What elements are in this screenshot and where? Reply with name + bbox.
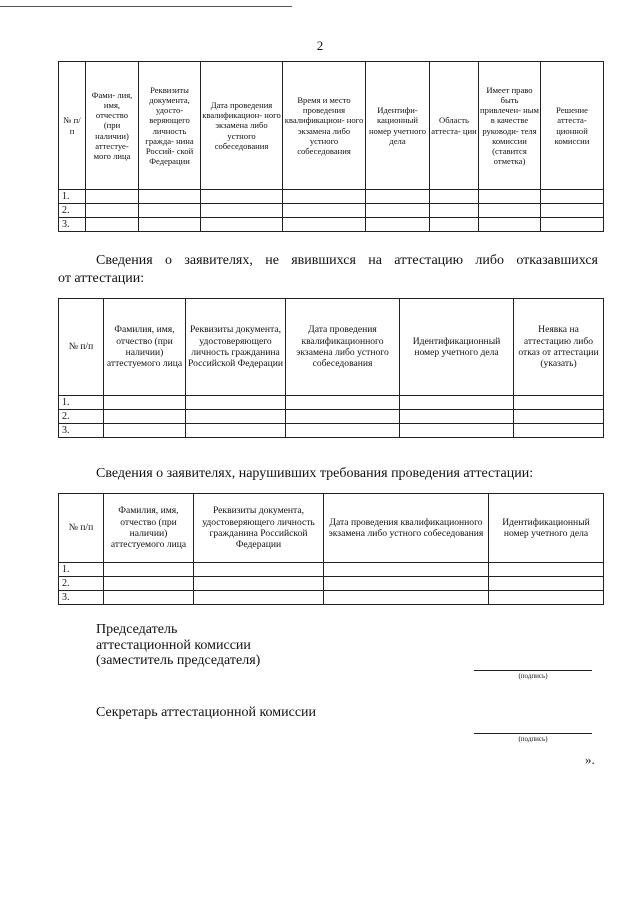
col-id-document: Реквизиты документа, удостоверяющего личность гражданина Российской Федерации bbox=[186, 299, 286, 396]
col-attestation-area: Область аттеста- ции bbox=[430, 62, 479, 190]
table-row bbox=[59, 591, 604, 605]
row-number: 3. bbox=[59, 591, 104, 605]
col-number: № п/п bbox=[59, 494, 104, 563]
row-number: 2. bbox=[59, 204, 86, 218]
col-case-id: Идентификационный номер учетного дела bbox=[489, 494, 604, 563]
section-violations-title: Сведения о заявителях, нарушивших требования проведения аттестации: bbox=[96, 466, 534, 481]
table-row bbox=[59, 577, 604, 591]
secretary-signature-caption: (подпись) bbox=[518, 735, 548, 743]
closing-quote-mark: ». bbox=[585, 752, 595, 767]
col-exam-date: Дата проведения квалификационного экзамена либо устного собеседования bbox=[286, 299, 400, 396]
chairman-signature-caption: (подпись) bbox=[518, 672, 548, 680]
col-number: № п/ п bbox=[59, 62, 86, 190]
table-row bbox=[59, 424, 604, 438]
table-row bbox=[59, 218, 604, 232]
violations-table bbox=[58, 493, 604, 605]
col-exam-date: Дата проведения квалификацион- ного экзамена либо устного собеседования bbox=[201, 62, 283, 190]
row-number: 1. bbox=[59, 190, 86, 204]
table-row bbox=[59, 563, 604, 577]
table-header-row bbox=[59, 299, 604, 396]
section-no-show-title-line1: Сведения о заявителях, не явившихся на аттестацию либо отказавшихся bbox=[96, 253, 598, 268]
col-commission-decision: Решение аттеста- ционной комиссии bbox=[541, 62, 604, 190]
col-full-name: Фамилия, имя, отчество (при наличии) аттестуемого лица bbox=[104, 494, 194, 563]
col-exam-time-place: Время и место проведения квалификацион- ного экзамена либо устного собеседования bbox=[283, 62, 366, 190]
table-row bbox=[59, 204, 604, 218]
row-number: 2. bbox=[59, 410, 104, 424]
col-full-name: Фами- лия, имя, отчество (при наличии) аттестуе- мого лица bbox=[86, 62, 139, 190]
table-row bbox=[59, 190, 604, 204]
chairman-title-line1: Председатель bbox=[96, 622, 178, 637]
table-row bbox=[59, 396, 604, 410]
col-id-document: Реквизиты документа, удосто- веряющего личность гражда- нина Россий- ской Федерации bbox=[139, 62, 201, 190]
attestation-results-table bbox=[58, 61, 604, 232]
no-show-table bbox=[58, 298, 604, 438]
row-number: 3. bbox=[59, 424, 104, 438]
table-header-row bbox=[59, 494, 604, 563]
col-id-document: Реквизиты документа, удостоверяющего личность гражданина Российской Федерации bbox=[194, 494, 324, 563]
chairman-signature-line[interactable] bbox=[474, 670, 592, 671]
col-number: № п/п bbox=[59, 299, 104, 396]
secretary-label: Секретарь аттестационной комиссии bbox=[96, 705, 317, 720]
table-row bbox=[59, 410, 604, 424]
chairman-block bbox=[96, 622, 260, 669]
secretary-signature-line[interactable] bbox=[474, 733, 592, 734]
row-number: 1. bbox=[59, 396, 104, 410]
page-number: 2 bbox=[316, 38, 324, 53]
col-no-show-reason: Неявка на аттестацию либо отказ от аттестации (указать) bbox=[514, 299, 604, 396]
table-header-row bbox=[59, 62, 604, 190]
col-full-name: Фамилия, имя, отчество (при наличии) аттестуемого лица bbox=[104, 299, 186, 396]
row-number: 2. bbox=[59, 577, 104, 591]
section-no-show-title bbox=[58, 252, 598, 288]
section-no-show-title-line2: от аттестации: bbox=[58, 271, 145, 287]
chairman-title-line3: (заместитель председателя) bbox=[96, 653, 261, 669]
row-number: 3. bbox=[59, 218, 86, 232]
chairman-title-line2: аттестационной комиссии bbox=[96, 637, 251, 653]
col-may-lead-commission: Имеет право быть привлечен- ным в качестве руководи- теля комиссии (ставится отметка) bbox=[479, 62, 541, 190]
top-rule bbox=[0, 6, 292, 7]
row-number: 1. bbox=[59, 563, 104, 577]
col-case-id: Идентификационный номер учетного дела bbox=[400, 299, 514, 396]
col-case-id: Идентифи- кационный номер учетного дела bbox=[366, 62, 430, 190]
col-exam-date: Дата проведения квалификационного экзамена либо устного собеседования bbox=[324, 494, 489, 563]
